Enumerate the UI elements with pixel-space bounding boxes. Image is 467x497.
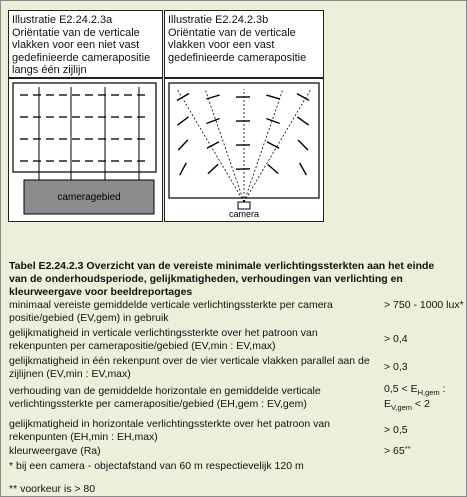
row-value: > 750 - 1000 lux*: [384, 299, 464, 311]
table-row: [9, 445, 459, 459]
row-value: > 0,3: [384, 361, 408, 373]
row-value: > 0,5: [384, 424, 408, 436]
illustration-b-caption: [168, 14, 320, 64]
row-label: verhouding van de gemiddelde horizontale en gemiddelde verticale verlichtingssterkte per camerapositie/gebied (EH,gem : EV,gem): [9, 385, 321, 410]
illustration-b-id: Illustratie E2.24.2.3b: [168, 14, 269, 26]
row-label: gelijkmatigheid in verticale verlichtingssterkte over het patroon van rekenpunten per camerapositie/gebied (EV,min : EV,max): [9, 327, 318, 352]
table-row: [9, 355, 459, 380]
footnote: ** voorkeur is > 80: [9, 483, 96, 495]
row-label: minimaal vereiste gemiddelde verticale verlichtingssterkte per camera positie/gebied (EV,gem) in gebruik: [9, 299, 333, 324]
row-label: kleurweergave (Ra): [9, 445, 101, 457]
illustration-a-text: Oriëntatie van de verticale vlakken voor een niet vast gedefinieerde camerapositie langs één zijlijn: [12, 26, 151, 76]
illustration-b-diagram: [165, 79, 323, 221]
illustration-a-diagram: [9, 79, 162, 221]
illustration-a-caption: [12, 14, 160, 77]
table-row: [9, 385, 459, 415]
table-title: Tabel E2.24.2.3 Overzicht van de vereiste minimale verlichtingssterkten aan het einde van de onderhoudsperiode, gelijkmatigheden, verhoudingen van verlichting en kleurweergave voor beeldreportages: [9, 260, 435, 298]
camera-label: camera: [228, 209, 260, 219]
field-outline: [13, 83, 156, 172]
illustration-a-caption-box: [8, 10, 163, 78]
illustration-b-text: Oriëntatie van de verticale vlakken voor een vast gedefinieerde camerapositie: [168, 26, 307, 64]
row-value: > 0,4: [384, 333, 408, 345]
camera-icon: [238, 202, 250, 209]
row-label: gelijkmatigheid in één rekenpunt over de vier verticale vlakken parallel aan de zijlijnen (EV,min : EV,max): [9, 355, 370, 380]
table-row: [9, 327, 459, 352]
row-value: $0,5 < E_{H,gem}$ : $E_{V,gem} < 2$: [384, 383, 446, 412]
footnote: * bij een camera - objectafstand van 60 m respectievelijk 120 m: [9, 460, 304, 472]
table-row: [9, 418, 459, 443]
row-label: gelijkmatigheid in horizontale verlichtingssterkte over het patroon van rekenpunten (EH,min : EH,max): [9, 418, 331, 443]
illustration-a-drawing-box: [8, 78, 163, 222]
illustration-b-drawing-box: [164, 78, 324, 222]
table-row: [9, 299, 464, 324]
illustration-b-caption-box: [164, 10, 324, 78]
illustration-a-id: Illustratie E2.24.2.3a: [12, 14, 113, 26]
row-value: > 65**: [384, 444, 411, 457]
camera-zone-label: cameragebied: [57, 192, 121, 203]
